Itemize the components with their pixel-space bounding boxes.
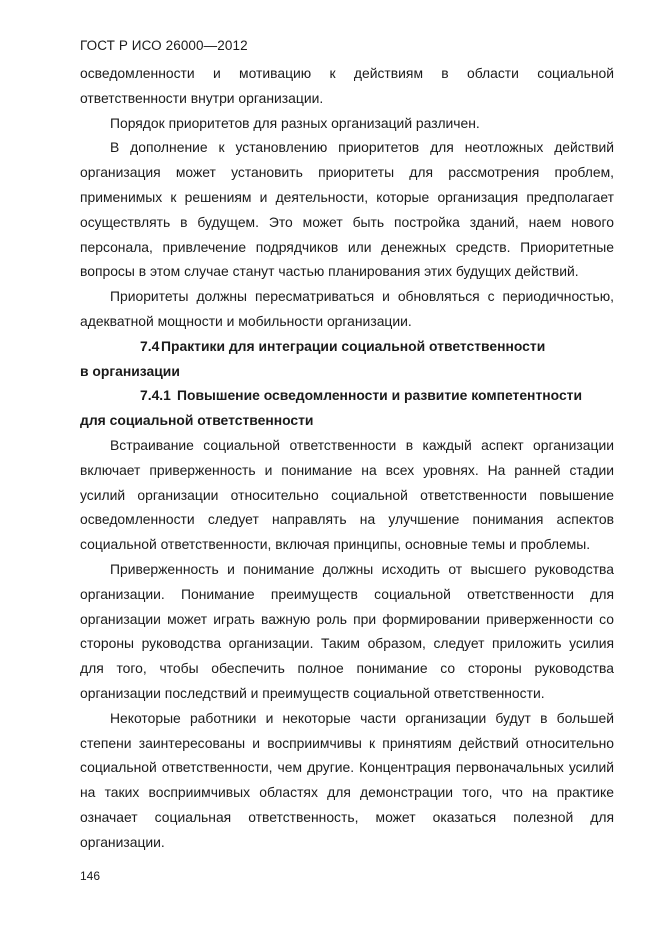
paragraph: В дополнение к установлению приоритетов для неотложных действий организация может установить приоритеты для рассмотрения проблем, применимых к решениям и деятельности, которые организация предполагает осуществлять в будущем. Это может быть постройка зданий, наем нового персонала, привлечение подрядчиков или денежных средств. Приоритетные вопросы в этом случае станут частью планирования этих будущих действий.	[80, 139, 614, 280]
section-number: 7.4.1	[140, 387, 171, 404]
paragraph: Приверженность и понимание должны исходить от высшего руководства организации. Понимание преимуществ социальной ответственности для организации может играть важную роль при формировании приверженности со стороны руководства организации. Таким образом, следует приложить усилия для того, чтобы обеспечить полное понимание со стороны руководства организации последствий и преимуществ социальной ответственности.	[80, 560, 614, 701]
section-heading-7-4-1	[80, 383, 614, 408]
paragraph: Некоторые работники и некоторые части организации будут в большей степени заинтересованы и восприимчивы к принятиям действий относительно социальной ответственности, чем другие. Концентрация первоначальных усилий на таких восприимчивых областях для демонстрации того, что на практике означает социальная ответственность, может оказаться полезной для организации.	[80, 709, 614, 850]
section-heading-continuation: для социальной ответственности	[80, 412, 314, 429]
paragraph: осведомленности и мотивацию к действиям в области социальной ответственности внутри организации.	[80, 65, 614, 106]
section-number: 7.4	[140, 337, 160, 354]
page-number: 146	[80, 869, 101, 883]
document-header: ГОСТ Р ИСО 26000—2012	[80, 38, 248, 53]
paragraph: Встраивание социальной ответственности в каждый аспект организации включает приверженность и понимание на всех уровнях. На ранней стадии усилий организации относительно социальной ответственности повышение осведомленности следует направлять на улучшение понимания аспектов социальной ответственности, включая принципы, основные темы и проблемы.	[80, 436, 614, 553]
section-title: Практики для интеграции социальной ответственности	[161, 337, 546, 354]
paragraph: Порядок приоритетов для разных организаций различен.	[110, 114, 480, 131]
section-title: Повышение осведомленности и развитие компетентности	[177, 387, 583, 404]
section-heading-continuation: в организации	[80, 362, 180, 379]
document-body	[80, 61, 614, 855]
paragraph: Приоритеты должны пересматриваться и обновляться с периодичностью, адекватной мощности и мобильности организации.	[80, 288, 614, 329]
section-heading-7-4	[80, 334, 614, 359]
